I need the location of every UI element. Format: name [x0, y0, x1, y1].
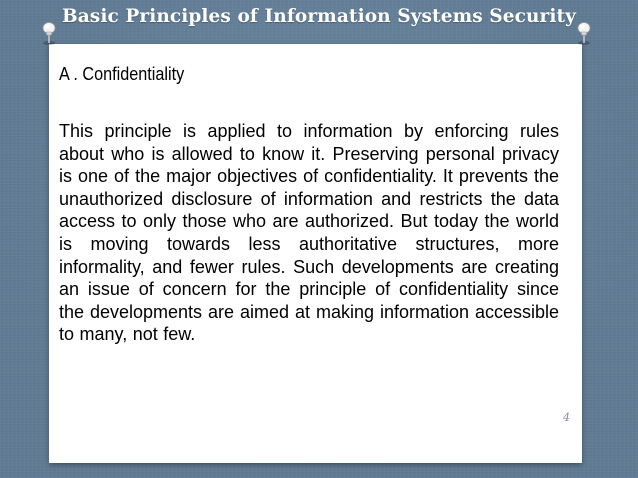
section-heading: A . Confidentiality: [59, 64, 185, 84]
body-paragraph: This principle is applied to information by enforcing rules about who is allowed to know it. Preserving personal privacy is one of the major objectives of confidentiality. It prevents the unauthorized disclosure of information and restricts the data access to only those who are authorized. But today the world is moving towards less authoritative structures, more informality, and fewer rules. Such developments are creating an issue of concern for the principle of confidentiality since the developments are aimed at making information accessible to many, not few.: [59, 121, 559, 345]
thumbtack-icon: [40, 22, 58, 48]
page-number: 4: [563, 411, 570, 424]
thumbtack-icon: [575, 22, 593, 48]
paper-card: [49, 44, 582, 463]
slide-title: Basic Principles of Information Systems Security: [61, 6, 577, 27]
